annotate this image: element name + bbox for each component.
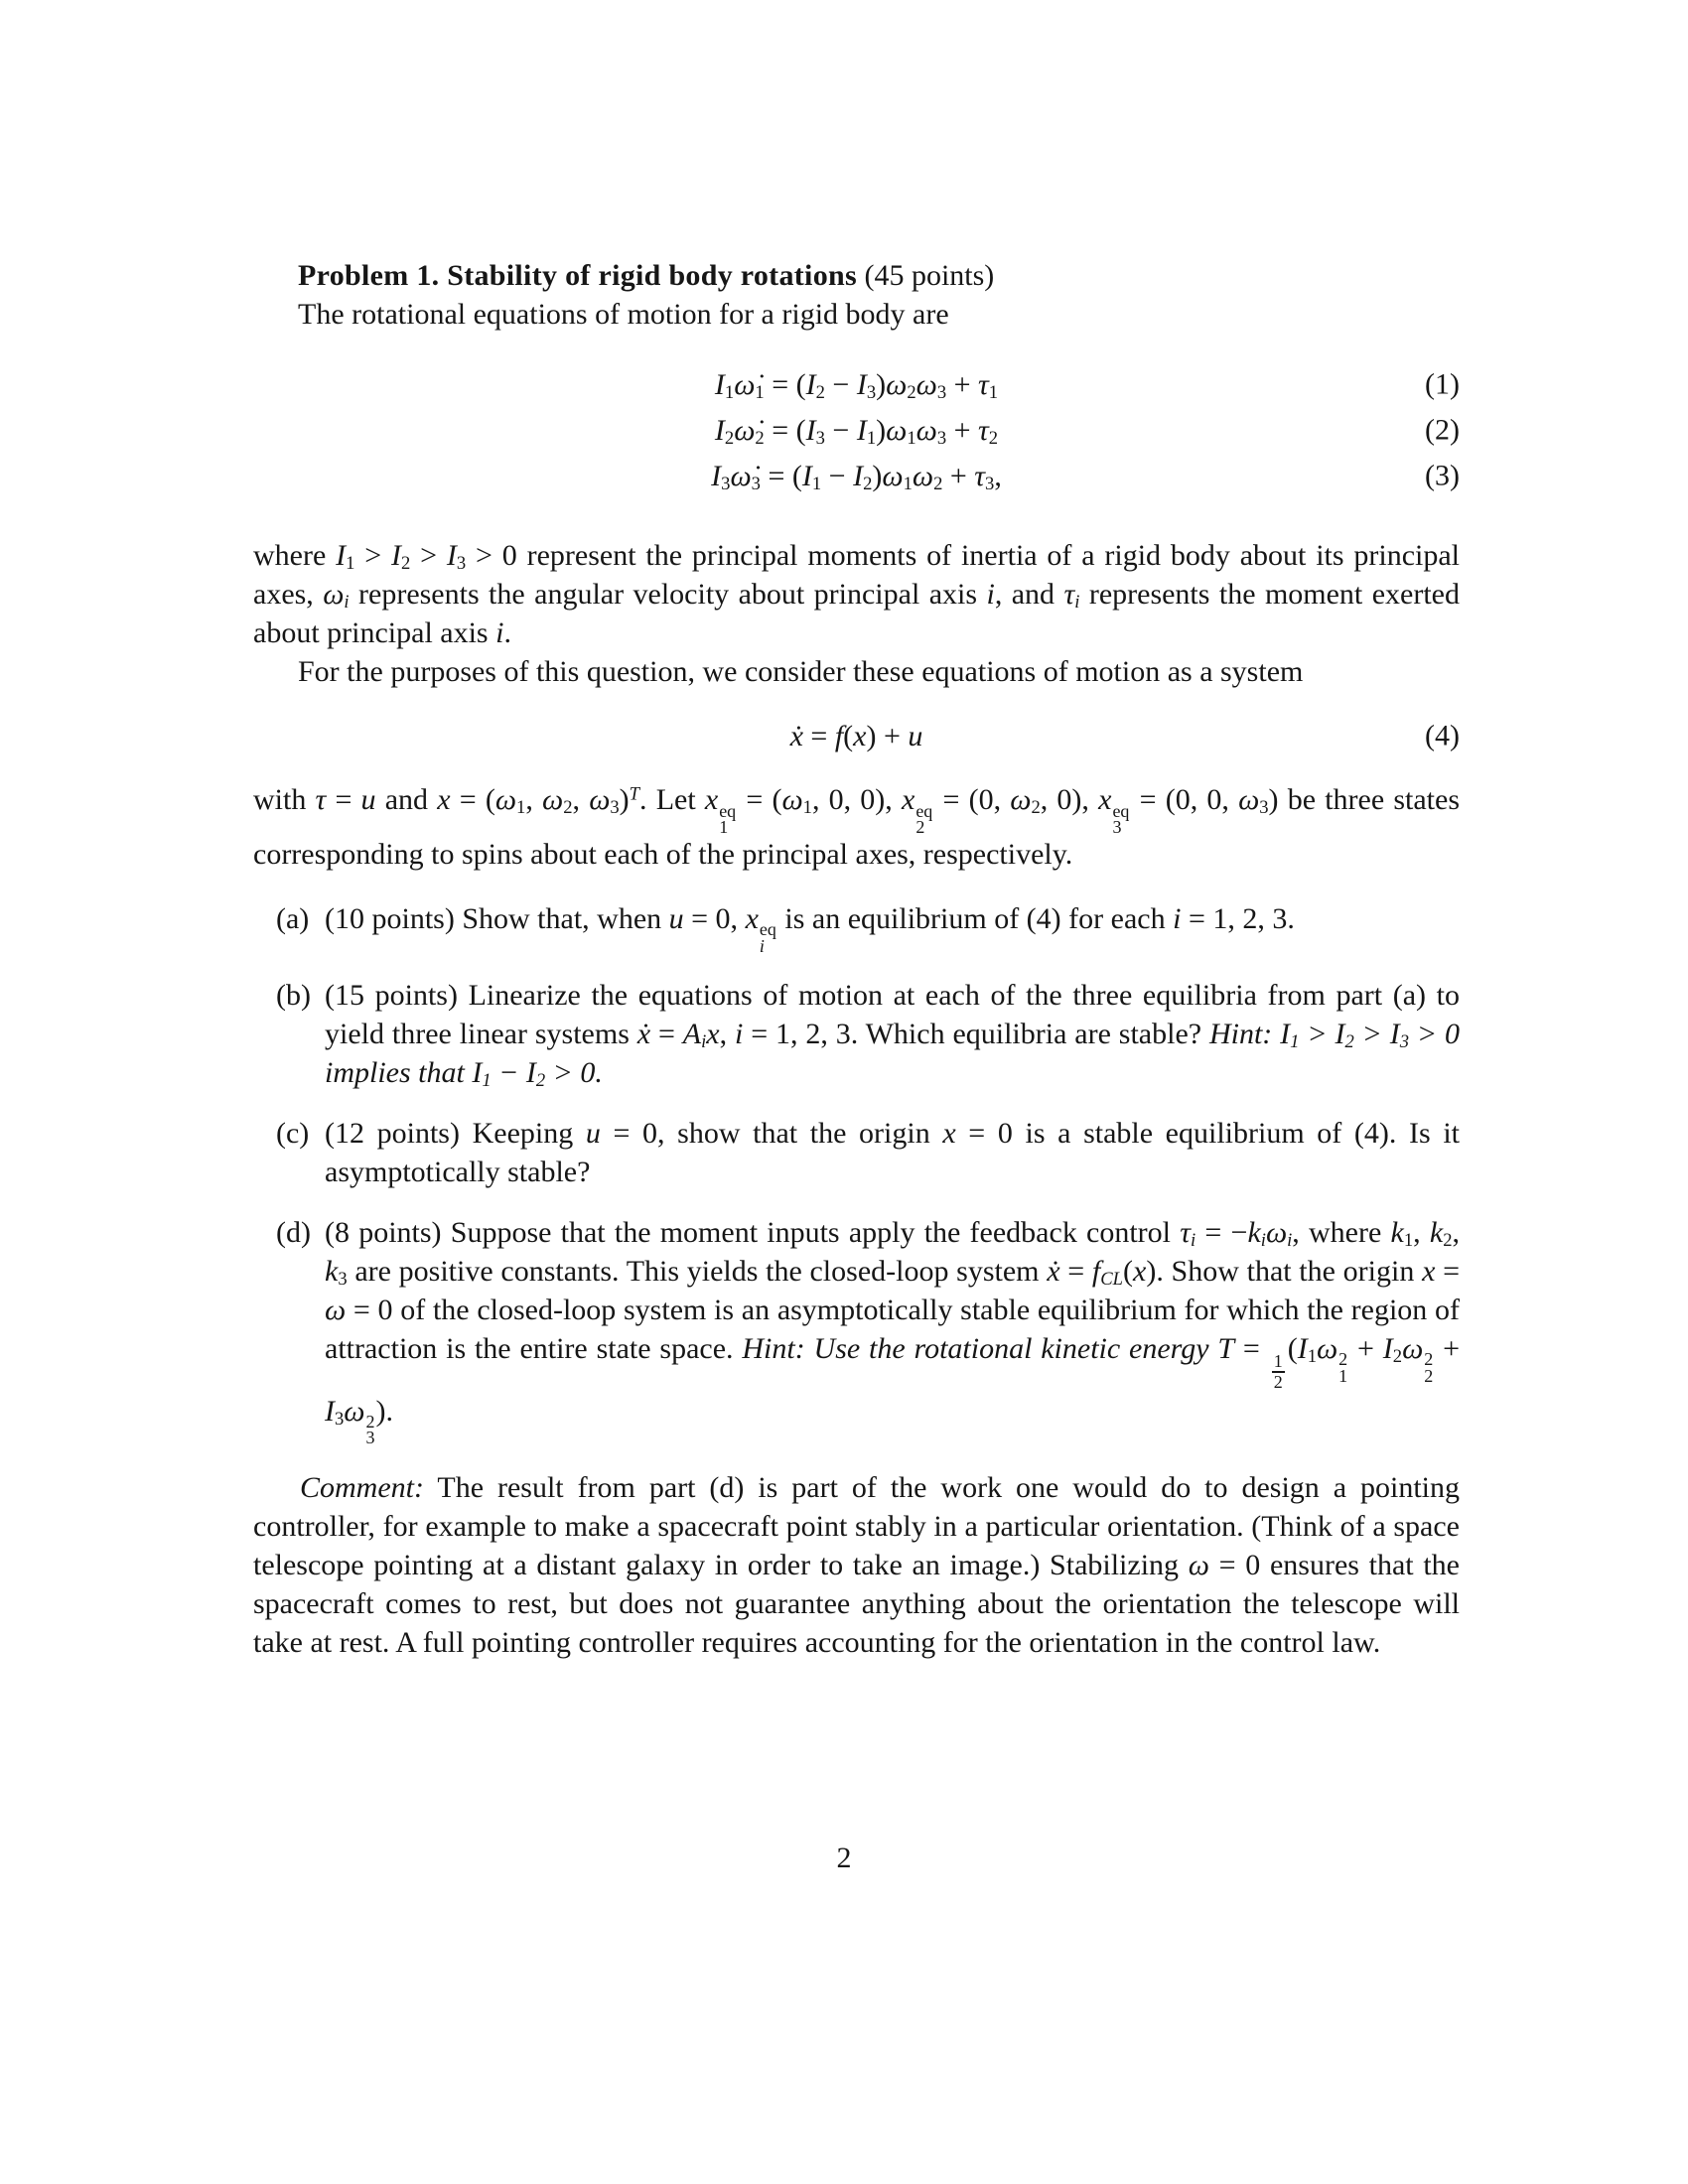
equation-4 <box>253 713 1460 758</box>
equation-4-number: (4) <box>1425 719 1460 752</box>
part-a <box>276 899 1460 954</box>
part-c-body: (12 points) Keeping u = 0, show that the origin x = 0 is a stable equilibrium of (4). Is it asymptotically stable? <box>325 1116 1460 1188</box>
problem-intro: The rotational equations of motion for a rigid body are <box>298 298 949 331</box>
part-a-label: (a) <box>276 901 310 935</box>
equation-4-math: ẋ = f(x) + u <box>789 719 923 752</box>
equation-3-math: $I_3\omegȧ_3 = (I_1 - I_2)\omega_1\omega_2 + \tau_3$, <box>711 459 1002 494</box>
paragraph-with: with τ = u and $x = (\omega_1$, $\omega_2$, $\omega_3)^T$. Let x eq 1 = ($\omega_1$, 0, 0), x eq 2 = (0, $\omega_2$, 0), x eq 3 = (0, 0, $\omega_3$) be three states corresponding to spins about each of the principal axes, respectively. <box>253 783 1460 871</box>
part-c <box>276 1114 1460 1191</box>
page-number: 2 <box>836 1842 852 1874</box>
equation-2-number: (2) <box>1425 413 1460 447</box>
equation-1 <box>253 361 1460 407</box>
paragraph-purposes: For the purposes of this question, we consider these equations of motion as a system <box>298 655 1304 688</box>
equation-1-math: $I_1\omegȧ_1 = (I_2 - I_3)\omega_2\omega_3 + \tau_1$ <box>714 367 999 403</box>
problem-title-line <box>298 256 1460 295</box>
part-d-label: (d) <box>276 1215 311 1249</box>
part-d-body: (8 points) Suppose that the moment inputs apply the feedback control $\tau_i = -k_i\omega_i$, where $k_1$, $k_2$, $k_3$ are positive constants. This yields the closed-loop system ẋ = $f_{CL}(x)$. Show that the origin x = ω = 0 of the closed-loop system is an asymptotically stable equilibrium for which the region of attraction is the entire state space. Hint: Use the rotational kinetic energy T = $\frac{1}{2}$ ($I_1\omega$ 2 1 + $I_2\omega$ 2 2 + $I_3\omega$ 2 3 ). <box>325 1215 1461 1448</box>
equation-3-number: (3) <box>1425 459 1460 492</box>
equation-1-number: (1) <box>1425 367 1460 401</box>
equation-3 <box>253 453 1460 498</box>
problem-header <box>253 256 1460 334</box>
part-c-label: (c) <box>276 1116 310 1150</box>
equation-group <box>253 361 1460 498</box>
equation-2 <box>253 407 1460 453</box>
part-b <box>276 976 1460 1092</box>
problem-parts-list <box>253 899 1460 1446</box>
part-b-body: (15 points) Linearize the equations of motion at each of the three equilibria from part (a) to yield three linear systems ẋ = $A_ix$, i = 1, 2, 3. Which equilibria are stable? Hint: $I_1 > I_2 > I_3 > 0$ implies that $I_1 - I_2 > 0$. <box>325 978 1461 1091</box>
problem-title: Problem 1. Stability of rigid body rotations <box>298 259 857 292</box>
paragraph-where: where $I_1 > I_2 > I_3 > 0$ represent the principal moments of inertia of a rigid body about its principal axes, $\omega_i$ represents the angular velocity about principal axis i, and $\tau_i$ represents the moment exerted about principal axis i. <box>253 539 1461 649</box>
equation-2-math: $I_2\omegȧ_2 = (I_3 - I_1)\omega_1\omega_3 + \tau_2$ <box>714 413 999 449</box>
page-content <box>253 256 1460 1662</box>
part-a-body: (10 points) Show that, when u = 0, x eq i is an equilibrium of (4) for each i = 1, 2, 3. <box>325 901 1295 956</box>
part-d <box>276 1213 1460 1446</box>
paragraph-comment: Comment: The result from part (d) is part of the work one would do to design a pointing controller, for example to make a spacecraft point stably in a particular orientation. (Think of a space telescope pointing at a distant galaxy in order to take an image.) Stabilizing ω = 0 ensures that the spacecraft comes to rest, but does not guarantee anything about the orientation the telescope will take at rest. A full pointing controller requires accounting for the orientation in the control law. <box>253 1470 1460 1659</box>
part-b-label: (b) <box>276 978 311 1012</box>
equation-4-block <box>253 713 1460 758</box>
problem-points: (45 points) <box>856 259 995 292</box>
